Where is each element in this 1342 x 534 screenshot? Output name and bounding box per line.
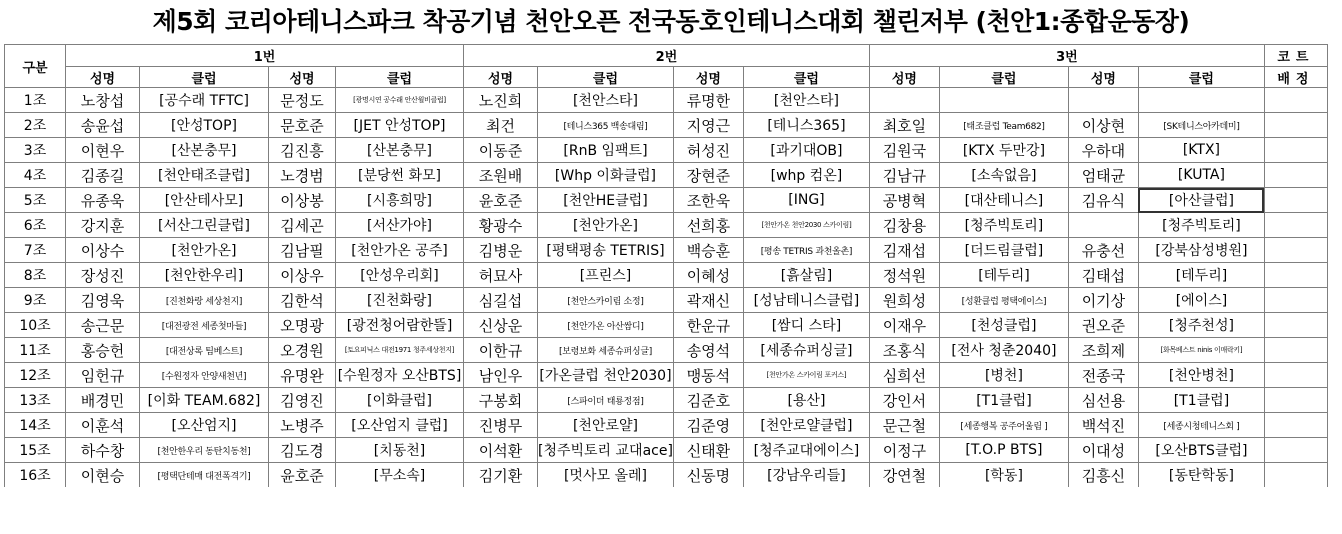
player-name: 정석원: [869, 263, 939, 288]
player-club: [아산클럽]: [1138, 188, 1264, 213]
group-label: 11조: [5, 338, 66, 363]
player-name: 노진희: [464, 88, 538, 113]
player-name: 우하대: [1068, 138, 1138, 163]
group-table: [4, 44, 1328, 487]
group-label: 15조: [5, 438, 66, 463]
player-name: 이혜성: [673, 263, 743, 288]
player-name: 이한규: [464, 338, 538, 363]
player-name: 김남필: [269, 238, 336, 263]
player-club: [세종행복 공주어울림 ]: [939, 413, 1068, 438]
player-club: [시흥희망]: [336, 188, 464, 213]
player-club: [화목베스트 ninis 이매락키]: [1138, 338, 1264, 363]
player-club: [whp 컴온]: [743, 163, 869, 188]
header-club: 클럽: [939, 67, 1068, 88]
player-name: 강지훈: [66, 213, 140, 238]
player-club: [무소속]: [336, 463, 464, 488]
player-name: 윤호준: [269, 463, 336, 488]
player-club: [대산테니스]: [939, 188, 1068, 213]
player-club: [프린스]: [538, 263, 674, 288]
player-club: [천안스타]: [743, 88, 869, 113]
player-name: 이훈석: [66, 413, 140, 438]
player-club: [소속없음]: [939, 163, 1068, 188]
player-name: 노창섭: [66, 88, 140, 113]
player-club: [천안스카이림 소정]: [538, 288, 674, 313]
player-name: 유명완: [269, 363, 336, 388]
player-name: 이석환: [464, 438, 538, 463]
player-club: [1138, 88, 1264, 113]
player-name: 김종길: [66, 163, 140, 188]
player-name: [1068, 213, 1138, 238]
player-name: 류명한: [673, 88, 743, 113]
player-name: 홍승헌: [66, 338, 140, 363]
player-club: [T1클럽]: [939, 388, 1068, 413]
header-row-fields: [5, 67, 1328, 88]
player-club: [JET 안성TOP]: [336, 113, 464, 138]
table-row: [5, 163, 1328, 188]
player-club: [천안한우리 동탄치동천]: [140, 438, 269, 463]
player-club: [흙살림]: [743, 263, 869, 288]
player-name: 이상우: [269, 263, 336, 288]
group-label: 7조: [5, 238, 66, 263]
player-name: 곽재신: [673, 288, 743, 313]
header-club: 클럽: [743, 67, 869, 88]
player-name: 황광수: [464, 213, 538, 238]
header-court-2: 2번: [464, 45, 870, 67]
player-club: [T1클럽]: [1138, 388, 1264, 413]
player-name: 조한욱: [673, 188, 743, 213]
group-label: 8조: [5, 263, 66, 288]
player-club: [청주빅토리]: [939, 213, 1068, 238]
header-name: 성명: [269, 67, 336, 88]
player-name: 노경범: [269, 163, 336, 188]
player-name: 한운규: [673, 313, 743, 338]
player-name: [1068, 88, 1138, 113]
player-club: [가온클럽 천안2030]: [538, 363, 674, 388]
player-name: 허묘사: [464, 263, 538, 288]
table-row: [5, 113, 1328, 138]
table-row: [5, 313, 1328, 338]
player-club: [안성우리회]: [336, 263, 464, 288]
player-name: 이현우: [66, 138, 140, 163]
player-name: 오명광: [269, 313, 336, 338]
player-name: 백석진: [1068, 413, 1138, 438]
player-name: 김재섭: [869, 238, 939, 263]
player-club: [천안로얄클럽]: [743, 413, 869, 438]
player-club: [KUTA]: [1138, 163, 1264, 188]
player-name: 유충선: [1068, 238, 1138, 263]
player-name: 송영석: [673, 338, 743, 363]
player-name: 송윤섭: [66, 113, 140, 138]
group-label: 13조: [5, 388, 66, 413]
player-name: 신상운: [464, 313, 538, 338]
player-club: [성환클럽 평택에이스]: [939, 288, 1068, 313]
player-club: [테두리]: [1138, 263, 1264, 288]
player-name: 구봉회: [464, 388, 538, 413]
player-club: [강북삼성병원]: [1138, 238, 1264, 263]
court-assign-cell: [1264, 263, 1327, 288]
player-name: 맹동석: [673, 363, 743, 388]
header-name: 성명: [869, 67, 939, 88]
player-name: 신동명: [673, 463, 743, 488]
player-name: 남인우: [464, 363, 538, 388]
player-club: [테니스365 백송대림]: [538, 113, 674, 138]
player-club: [오산엄지 클럽]: [336, 413, 464, 438]
player-name: 장성진: [66, 263, 140, 288]
player-name: 김유식: [1068, 188, 1138, 213]
player-club: [이화 TEAM.682]: [140, 388, 269, 413]
player-club: [RnB 임팩트]: [538, 138, 674, 163]
player-name: 허성진: [673, 138, 743, 163]
group-label: 2조: [5, 113, 66, 138]
player-club: [천안가온 스카이림 포커스]: [743, 363, 869, 388]
player-name: 김병운: [464, 238, 538, 263]
player-name: 김창용: [869, 213, 939, 238]
player-club: [안산테사모]: [140, 188, 269, 213]
court-assign-cell: [1264, 288, 1327, 313]
table-row: [5, 463, 1328, 488]
table-row: [5, 438, 1328, 463]
player-club: [더드림클럽]: [939, 238, 1068, 263]
player-club: [천안스타]: [538, 88, 674, 113]
player-club: [청주빅토리 교대ace]: [538, 438, 674, 463]
player-club: [스파이더 태룡정점]: [538, 388, 674, 413]
court-assign-cell: [1264, 338, 1327, 363]
player-name: 지영근: [673, 113, 743, 138]
player-name: 김준호: [673, 388, 743, 413]
header-club: 클럽: [140, 67, 269, 88]
header-name: 성명: [673, 67, 743, 88]
group-label: 14조: [5, 413, 66, 438]
player-club: [과기대OB]: [743, 138, 869, 163]
court-assign-cell: [1264, 113, 1327, 138]
player-name: 최호일: [869, 113, 939, 138]
player-name: 권오준: [1068, 313, 1138, 338]
player-name: 강인서: [869, 388, 939, 413]
player-name: 오경원: [269, 338, 336, 363]
player-name: 이상수: [66, 238, 140, 263]
player-club: [평송 TETRIS 과천올촌]: [743, 238, 869, 263]
court-assign-cell: [1264, 363, 1327, 388]
player-name: 심희선: [869, 363, 939, 388]
player-name: 원희성: [869, 288, 939, 313]
player-club: [진천화랑 세상천지]: [140, 288, 269, 313]
player-name: 진병무: [464, 413, 538, 438]
table-row: [5, 263, 1328, 288]
court-assign-cell: [1264, 438, 1327, 463]
player-club: [세종슈퍼싱글]: [743, 338, 869, 363]
player-club: [KTX]: [1138, 138, 1264, 163]
player-name: 이상현: [1068, 113, 1138, 138]
header-name: 성명: [1068, 67, 1138, 88]
header-court-3: 3번: [869, 45, 1264, 67]
table-row: [5, 413, 1328, 438]
header-name: 성명: [66, 67, 140, 88]
player-club: [KTX 두만강]: [939, 138, 1068, 163]
player-name: 배경민: [66, 388, 140, 413]
player-club: [멋사모 올레]: [538, 463, 674, 488]
player-name: 신태환: [673, 438, 743, 463]
player-club: [평택평송 TETRIS]: [538, 238, 674, 263]
player-name: 김도경: [269, 438, 336, 463]
player-name: 장현준: [673, 163, 743, 188]
player-name: 이정구: [869, 438, 939, 463]
player-name: 하수창: [66, 438, 140, 463]
player-club: [천안HE클럽]: [538, 188, 674, 213]
group-label: 1조: [5, 88, 66, 113]
player-club: [천안로얄]: [538, 413, 674, 438]
group-rows: [5, 88, 1328, 488]
player-name: 조희제: [1068, 338, 1138, 363]
player-name: 김준영: [673, 413, 743, 438]
player-club: [광전청어람한뜰]: [336, 313, 464, 338]
player-club: [보령보화 세종슈퍼싱글]: [538, 338, 674, 363]
player-club: [학동]: [939, 463, 1068, 488]
player-name: 김진흥: [269, 138, 336, 163]
player-club: [이화클럽]: [336, 388, 464, 413]
player-club: [청주천성]: [1138, 313, 1264, 338]
player-club: [진천화랑]: [336, 288, 464, 313]
player-club: [서산그린클럽]: [140, 213, 269, 238]
player-club: [태조클럽 Team682]: [939, 113, 1068, 138]
table-row: [5, 213, 1328, 238]
player-club: [치동천]: [336, 438, 464, 463]
player-club: [세종시청테니스회 ]: [1138, 413, 1264, 438]
header-court-1: 1번: [66, 45, 464, 67]
player-name: 이대성: [1068, 438, 1138, 463]
player-name: 임헌규: [66, 363, 140, 388]
player-name: 백승훈: [673, 238, 743, 263]
player-name: 이상봉: [269, 188, 336, 213]
player-club: [평택단테매 대전폭격기]: [140, 463, 269, 488]
player-club: [천안가온]: [538, 213, 674, 238]
player-club: [천안병천]: [1138, 363, 1264, 388]
header-row-courts: [5, 45, 1328, 67]
player-name: 문호준: [269, 113, 336, 138]
player-name: 김세곤: [269, 213, 336, 238]
player-name: 김한석: [269, 288, 336, 313]
player-club: [SK테니스아카데미]: [1138, 113, 1264, 138]
player-club: [강남우리들]: [743, 463, 869, 488]
group-label: 3조: [5, 138, 66, 163]
player-club: [수원정자 오산BTS]: [336, 363, 464, 388]
player-club: [수원정자 안양새천년]: [140, 363, 269, 388]
player-club: [서산가야]: [336, 213, 464, 238]
court-assign-cell: [1264, 163, 1327, 188]
header-name: 성명: [464, 67, 538, 88]
player-club: [안성TOP]: [140, 113, 269, 138]
group-label: 10조: [5, 313, 66, 338]
table-row: [5, 188, 1328, 213]
court-assign-cell: [1264, 88, 1327, 113]
player-name: 심선용: [1068, 388, 1138, 413]
player-club: [테두리]: [939, 263, 1068, 288]
player-club: [오산엄지]: [140, 413, 269, 438]
court-assign-cell: [1264, 188, 1327, 213]
table-row: [5, 338, 1328, 363]
player-name: 김영진: [269, 388, 336, 413]
player-name: 송근문: [66, 313, 140, 338]
player-name: 엄태균: [1068, 163, 1138, 188]
player-name: 이현승: [66, 463, 140, 488]
player-club: [동탄학동]: [1138, 463, 1264, 488]
player-club: [광명시연 공수래 안산윌비클럽]: [336, 88, 464, 113]
player-club: [산본충무]: [336, 138, 464, 163]
group-label: 5조: [5, 188, 66, 213]
player-club: [ING]: [743, 188, 869, 213]
player-club: [T.O.P BTS]: [939, 438, 1068, 463]
player-name: 조홍식: [869, 338, 939, 363]
court-assign-cell: [1264, 238, 1327, 263]
player-name: [869, 88, 939, 113]
player-club: [천안가온 아산쌈디]: [538, 313, 674, 338]
player-club: [테니스365]: [743, 113, 869, 138]
group-label: 12조: [5, 363, 66, 388]
player-club: [대전광전 세종첫마들]: [140, 313, 269, 338]
table-row: [5, 88, 1328, 113]
player-name: 이동준: [464, 138, 538, 163]
group-label: 4조: [5, 163, 66, 188]
player-club: [전사 청춘2040]: [939, 338, 1068, 363]
court-assign-cell: [1264, 388, 1327, 413]
player-club: [분당썬 화모]: [336, 163, 464, 188]
header-gubun: 구분: [5, 45, 66, 88]
player-club: [청주교대에이스]: [743, 438, 869, 463]
player-name: 김영욱: [66, 288, 140, 313]
court-assign-cell: [1264, 463, 1327, 488]
header-court-assign-top: 코트: [1264, 45, 1327, 67]
group-label: 16조: [5, 463, 66, 488]
player-club: [939, 88, 1068, 113]
player-club: [쌈디 스타]: [743, 313, 869, 338]
table-row: [5, 388, 1328, 413]
player-name: 김원국: [869, 138, 939, 163]
player-club: [대전상록 팀베스트]: [140, 338, 269, 363]
header-court-assign-bottom: 배정: [1264, 67, 1327, 88]
header-club: 클럽: [1138, 67, 1264, 88]
player-name: 김흥신: [1068, 463, 1138, 488]
player-name: 심길섭: [464, 288, 538, 313]
group-label: 9조: [5, 288, 66, 313]
player-name: 전종국: [1068, 363, 1138, 388]
table-row: [5, 288, 1328, 313]
player-name: 이기상: [1068, 288, 1138, 313]
table-row: [5, 138, 1328, 163]
header-club: 클럽: [336, 67, 464, 88]
court-assign-cell: [1264, 413, 1327, 438]
player-club: [토요피닉스 대전1971 청주세상천지]: [336, 338, 464, 363]
player-club: [병천]: [939, 363, 1068, 388]
player-name: 김남규: [869, 163, 939, 188]
player-club: [천안가온]: [140, 238, 269, 263]
player-name: 선희홍: [673, 213, 743, 238]
page-title: 제5회 코리아테니스파크 착공기념 천안오픈 전국동호인테니스대회 챌린저부 (천안1:종합운동장): [152, 7, 1190, 36]
player-name: 김태섭: [1068, 263, 1138, 288]
player-name: 이재우: [869, 313, 939, 338]
player-club: [에이스]: [1138, 288, 1264, 313]
player-club: [성남테니스클럽]: [743, 288, 869, 313]
player-club: [용산]: [743, 388, 869, 413]
player-name: 문근철: [869, 413, 939, 438]
player-club: [산본충무]: [140, 138, 269, 163]
group-label: 6조: [5, 213, 66, 238]
player-name: 강연철: [869, 463, 939, 488]
player-club: [오산BTS클럽]: [1138, 438, 1264, 463]
player-name: 윤호준: [464, 188, 538, 213]
player-club: [청주빅토리]: [1138, 213, 1264, 238]
player-club: [천성클럽]: [939, 313, 1068, 338]
player-name: 유종욱: [66, 188, 140, 213]
table-row: [5, 363, 1328, 388]
player-club: [공수래 TFTC]: [140, 88, 269, 113]
player-name: 문정도: [269, 88, 336, 113]
player-club: [천안가온 공주]: [336, 238, 464, 263]
court-assign-cell: [1264, 313, 1327, 338]
player-name: 노병주: [269, 413, 336, 438]
player-name: 최건: [464, 113, 538, 138]
player-club: [천안한우리]: [140, 263, 269, 288]
player-club: [천안태조클럽]: [140, 163, 269, 188]
player-name: 공병혁: [869, 188, 939, 213]
player-club: [Whp 이화클럽]: [538, 163, 674, 188]
player-club: [천안가온 천안2030 스카이림]: [743, 213, 869, 238]
court-assign-cell: [1264, 138, 1327, 163]
court-assign-cell: [1264, 213, 1327, 238]
header-club: 클럽: [538, 67, 674, 88]
table-row: [5, 238, 1328, 263]
player-name: 조원배: [464, 163, 538, 188]
player-name: 김기환: [464, 463, 538, 488]
